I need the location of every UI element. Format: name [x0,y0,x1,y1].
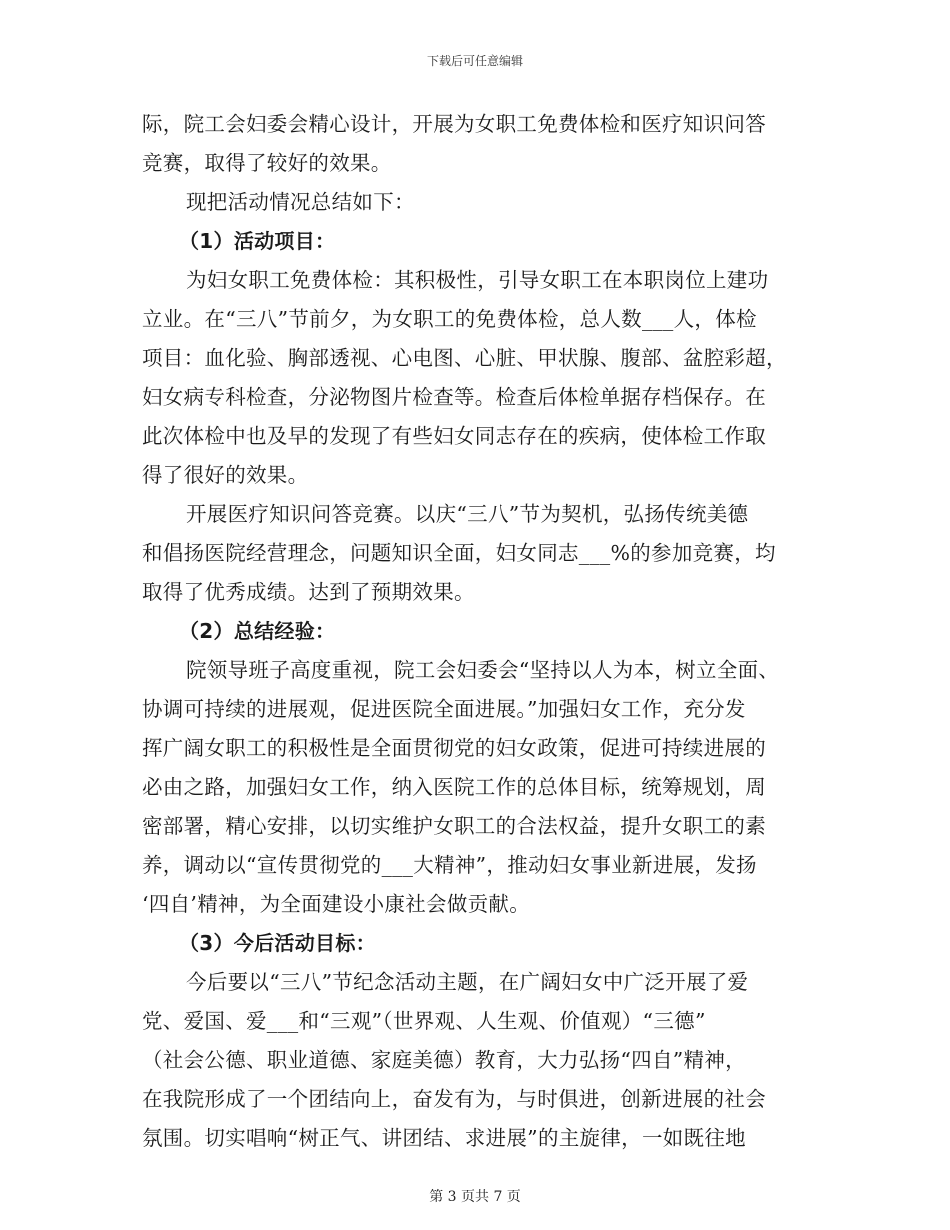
body-line: 开展医疗知识问答竞赛。以庆“三八”节为契机，弘扬传统美德 [186,502,749,526]
body-line: 立业。在“三八”节前夕，为女职工的免费体检，总人数___人，体检 [142,307,757,331]
body-line: 挥广阔女职工的积极性是全面贯彻党的妇女政策，促进可持续进展的 [142,736,766,760]
body-line: 此次体检中也及早的发现了有些妇女同志存在的疾病，使体检工作取 [142,424,766,448]
section-heading-3: （3）今后活动目标： [179,931,376,955]
body-line: 取得了优秀成绩。达到了预期效果。 [142,580,475,604]
body-line: 氛围。切实唱响“树正气、讲团结、求进展”的主旋律，一如既往地 [142,1126,746,1150]
body-line: 党、爱国、爱___和“三观”（世界观、人生观、价值观）“三德” [142,1009,706,1033]
section-heading-2: （2）总结经验： [179,619,336,643]
page-footer: 第 3 页共 7 页 [429,1189,521,1205]
body-line: 院领导班子高度重视，院工会妇委会“坚持以人为本，树立全面、 [186,658,780,682]
body-line: 竞赛，取得了较好的效果。 [142,151,392,175]
body-line: 际，院工会妇委会精心设计，开展为女职工免费体检和医疗知识问答 [142,112,766,136]
document-body [142,105,818,1158]
body-line: 妇女病专科检查，分泌物图片检查等。检查后体检单据存档保存。在 [142,385,766,409]
page-header: 下载后可任意编辑 [426,54,523,68]
body-line: 现把活动情况总结如下： [186,190,415,214]
body-line: 必由之路，加强妇女工作，纳入医院工作的总体目标，统筹规划，周 [142,775,766,799]
body-line: 在我院形成了一个团结向上，奋发有为，与时俱进，创新进展的社会 [142,1087,766,1111]
body-line: 密部署，精心安排，以切实维护女职工的合法权益，提升女职工的素 [142,814,766,838]
body-line: 得了很好的效果。 [142,463,309,487]
section-heading-1: （1）活动项目： [179,229,336,253]
body-line: 项目：血化验、胸部透视、心电图、心脏、甲状腺、腹部、盆腔彩超， [142,346,787,370]
body-line: 养，调动以“宣传贯彻党的___大精神”，推动妇女事业新进展，发扬 [142,853,757,877]
body-line: ‘四自’精神，为全面建设小康社会做贡献。 [142,892,531,916]
body-line: 为妇女职工免费体检：其积极性，引导女职工在本职岗位上建功 [186,268,769,292]
body-line: 协调可持续的进展观，促进医院全面进展。”加强妇女工作，充分发 [142,697,746,721]
body-line: （社会公德、职业道德、家庭美德）教育，大力弘扬“四自”精神， [142,1048,746,1072]
body-line: 今后要以“三八”节纪念活动主题，在广阔妇女中广泛开展了爱 [186,970,749,994]
body-line: 和倡扬医院经营理念，问题知识全面，妇女同志___%的参加竞赛，均 [142,541,776,565]
